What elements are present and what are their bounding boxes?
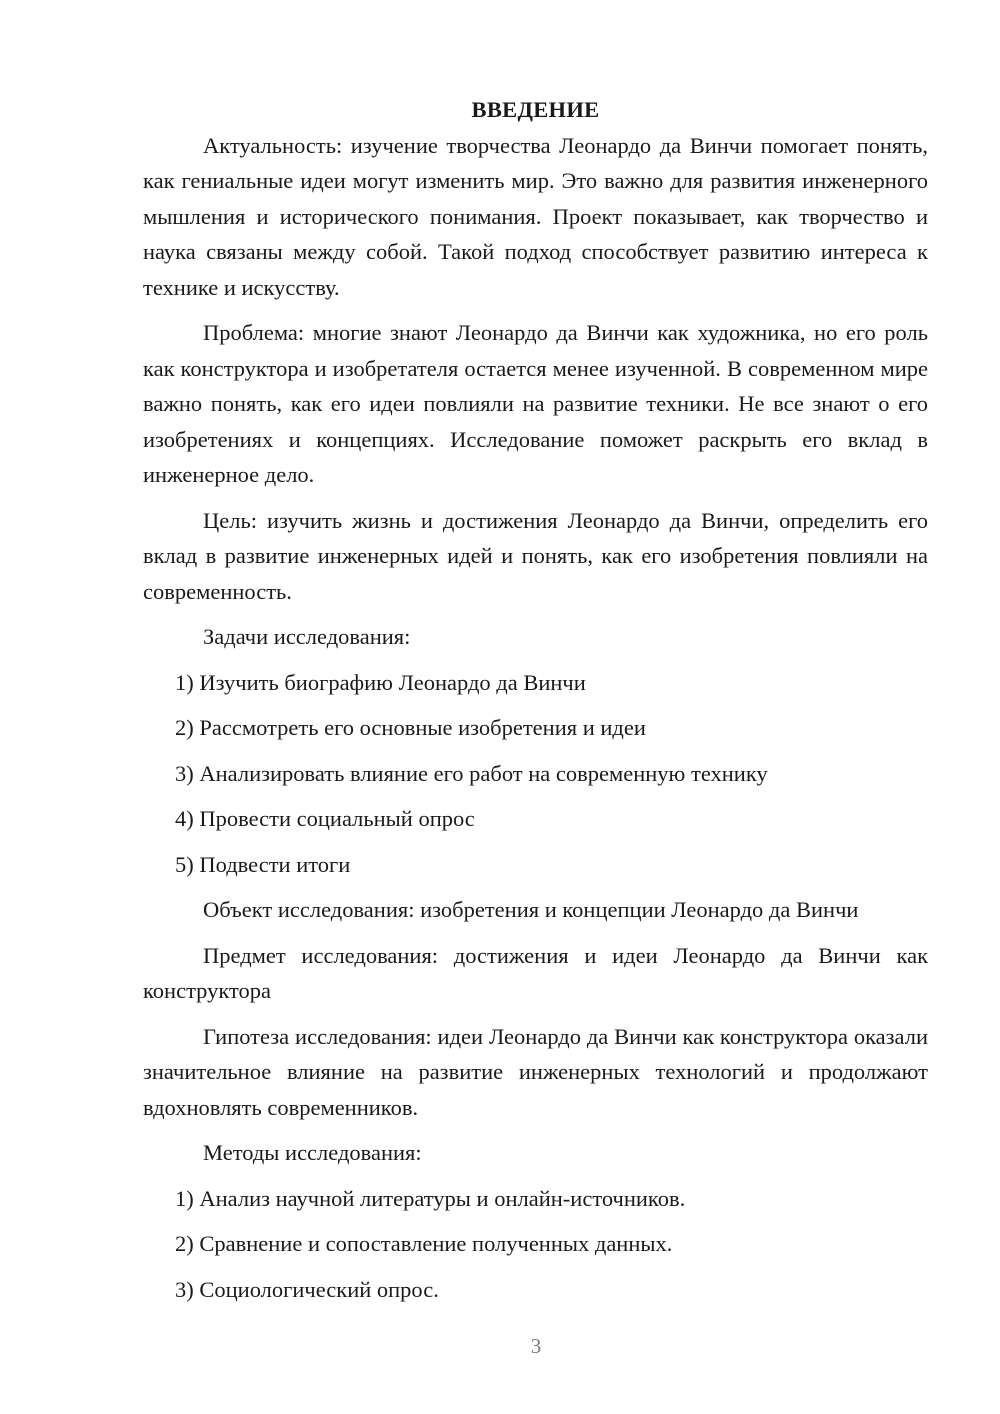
hypothesis-paragraph: Гипотеза исследования: идеи Леонардо да Винчи как конструктора оказали значительное влияние на развитие инженерных технологий и продолжают вдохновлять современников.	[143, 1023, 928, 1120]
tasks-list	[143, 665, 928, 883]
list-item: 2) Рассмотреть его основные изобретения и идеи	[175, 715, 646, 740]
list-item: 1) Изучить биографию Леонардо да Винчи	[175, 669, 586, 695]
list-item: 2) Сравнение и сопоставление полученных данных.	[175, 1231, 673, 1256]
list-item: 1) Анализ научной литературы и онлайн-источников.	[175, 1185, 686, 1211]
page-content	[143, 92, 928, 1317]
list-item: 3) Анализировать влияние его работ на современную технику	[175, 760, 768, 786]
problem-paragraph: Проблема: многие знают Леонардо да Винчи как художника, но его роль как конструктора и изобретателя остается менее изученной. В современном мире важно понять, как его идеи повлияли на развитие техники. Не все знают о его изобретениях и концепциях. Исследование поможет раскрыть его вклад в инженерное дело.	[143, 320, 928, 487]
list-item: 3) Социологический опрос.	[175, 1276, 439, 1302]
relevance-paragraph: Актуальность: изучение творчества Леонардо да Винчи помогает понять, как гениальные идеи могут изменить мир. Это важно для развития инженерного мышления и исторического понимания. Проект показывает, как творчество и наука связаны между собой. Такой подход способствует развитию интереса к технике и искусству.	[143, 132, 928, 300]
list-item: 5) Подвести итоги	[175, 851, 351, 877]
tasks-heading: Задачи исследования:	[203, 624, 411, 649]
goal-paragraph: Цель: изучить жизнь и достижения Леонардо да Винчи, определить его вклад в развитие инженерных идей и понять, как его изобретения повлияли на современность.	[143, 507, 928, 604]
page-number: 3	[530, 1334, 542, 1358]
subject-paragraph: Предмет исследования: достижения и идеи Леонардо да Винчи как конструктора	[143, 942, 928, 1003]
object-paragraph: Объект исследования: изобретения и концепции Леонардо да Винчи	[203, 897, 859, 922]
methods-heading: Методы исследования:	[203, 1140, 422, 1165]
page-title: ВВЕДЕНИЕ	[471, 97, 600, 122]
methods-list	[143, 1181, 928, 1308]
list-item: 4) Провести социальный опрос	[175, 806, 475, 831]
